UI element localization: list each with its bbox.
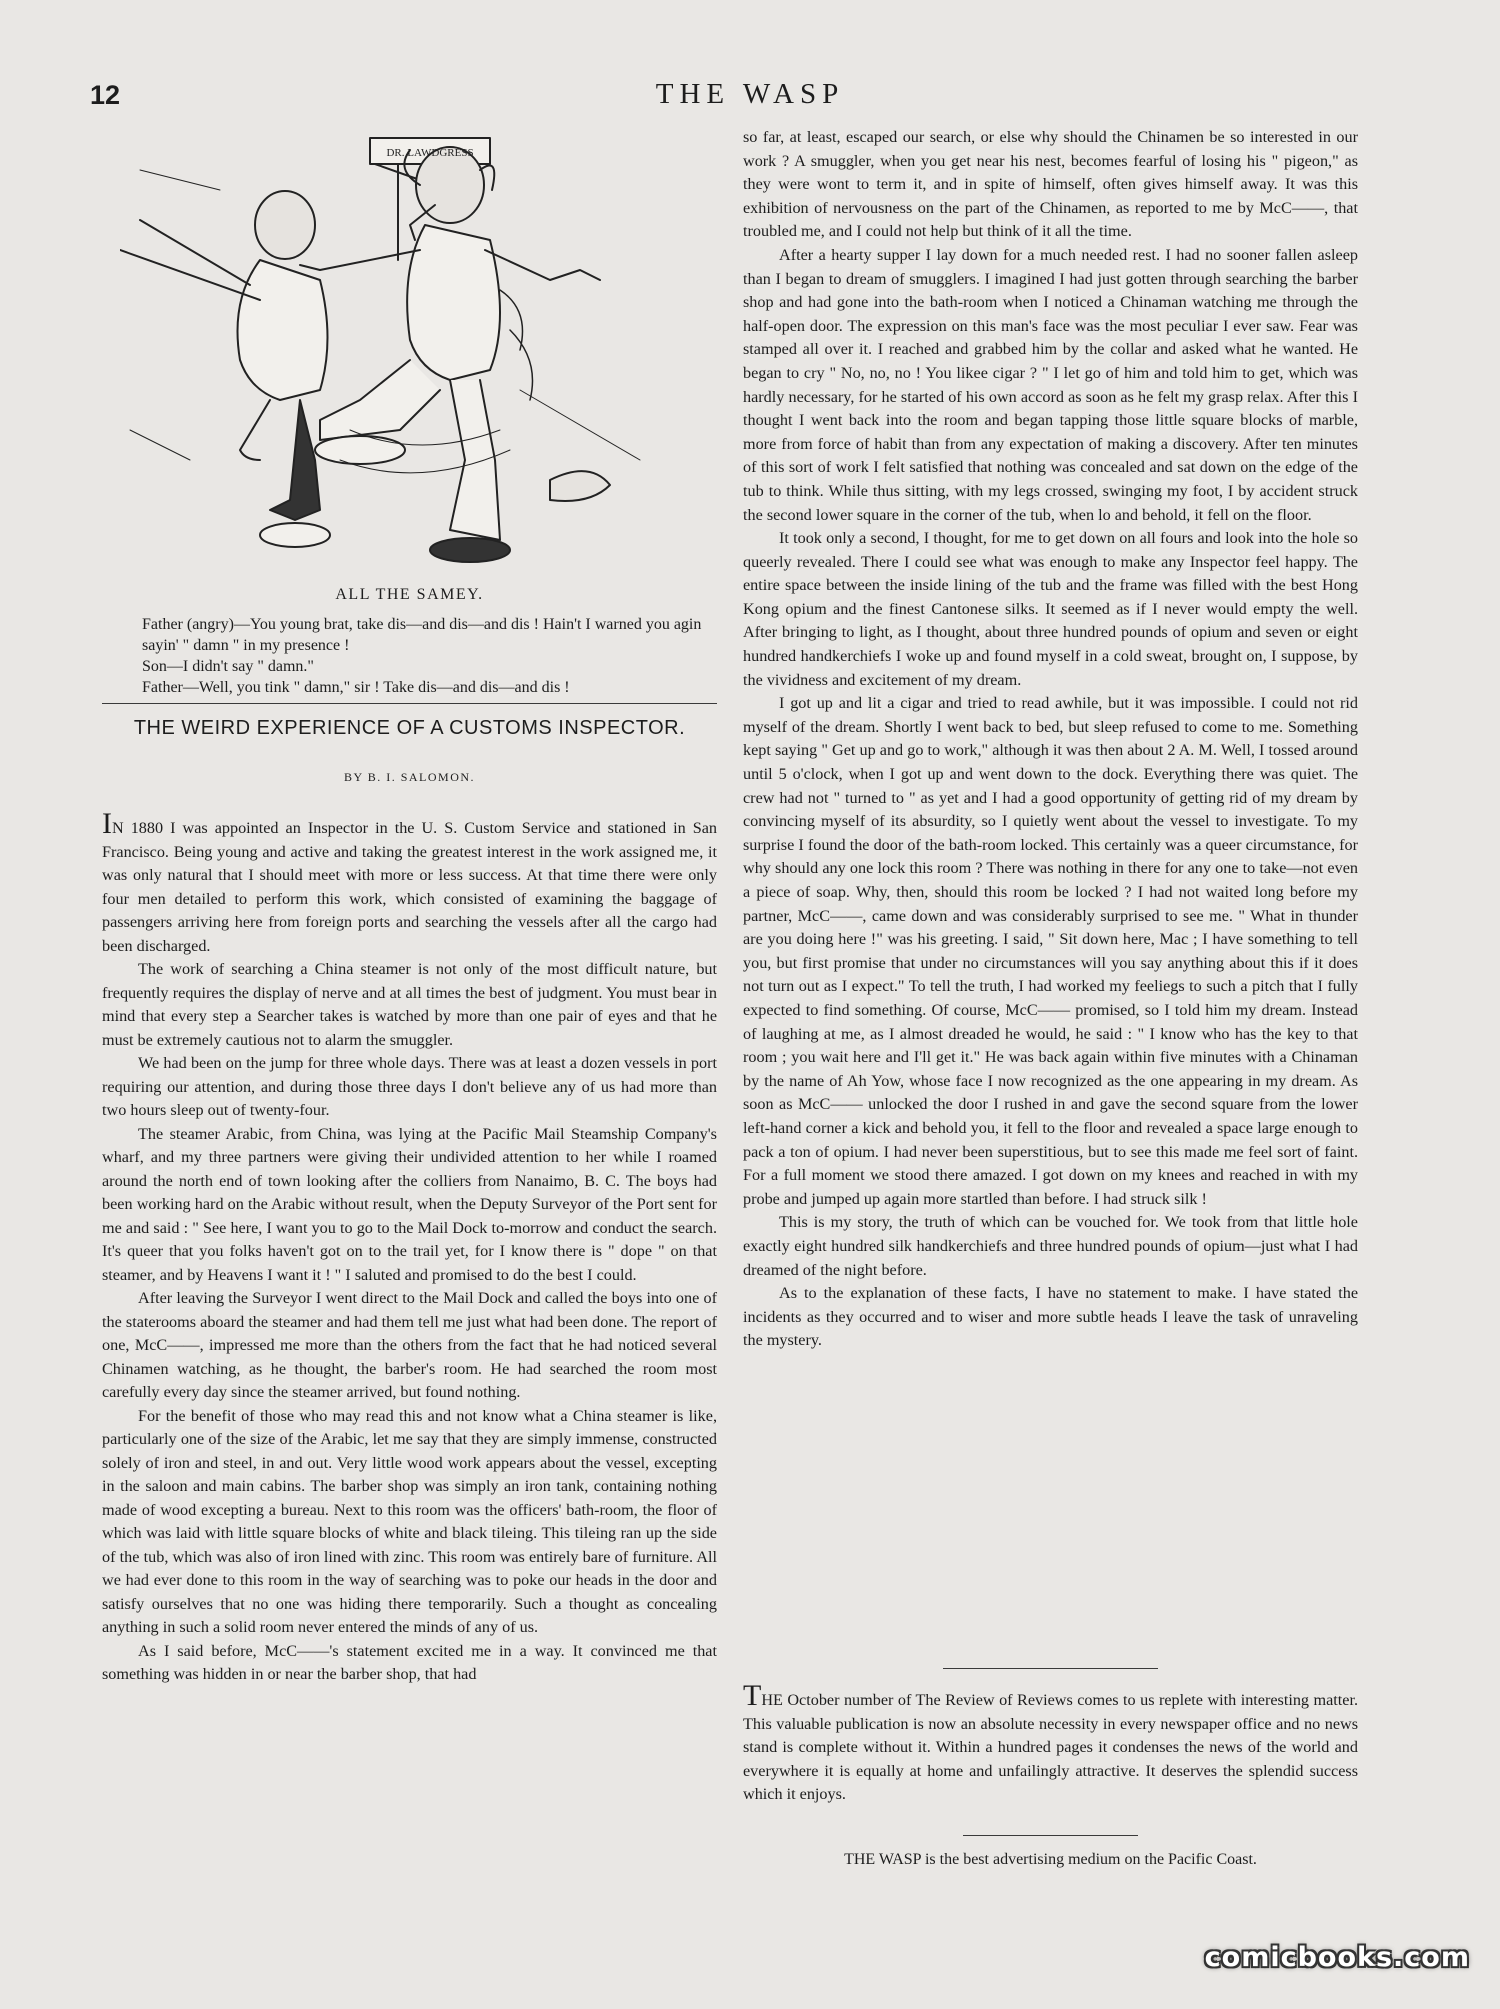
paragraph: After a hearty supper I lay down for a much needed rest. I had no sooner fallen asleep than I began to dream of smugglers. I imagined I had just gotten through searching the barber shop and had gone into the bath-room when I noticed a Chinaman watching me through the half-open door. The expression on this man's face was the most peculiar I ever saw. Fear was stamped all over it. I reached and grabbed him by the collar and asked what he wanted. He began to cry " No, no, no ! You likee cigar ? " I let go of him and told him to get, which was hardly necessary, for he started of his own accord as soon as he felt my grasp relax. After this I thought I went back into the room and began tapping those little square blocks of marble, more from force of habit than from any expectation of making a discovery. After ten minutes of this sort of work I felt satisfied that nothing was concealed and sat down on the edge of the tub to think. While thus sitting, with my legs crossed, swinging my foot, I by accident struck the second lower square in the corner of the tub, when lo and behold, it fell on the floor. bbox=[743, 245, 1358, 524]
cartoon-caption-title: ALL THE SAMEY. bbox=[335, 586, 484, 603]
paragraph: After leaving the Surveyor I went direct to the Mail Dock and called the boys into one of the staterooms aboard the steamer and had them tell me just what had been done. The report of one, McC——, impressed me more than the others from the fact that he had noticed several Chinamen watching, as he thought, the barber's room. He had searched the room most carefully every day since the steamer arrived, but found nothing. bbox=[102, 1289, 717, 1401]
paragraph: This is my story, the truth of which can be vouched for. We took from that little hole exactly eight hundred silk handkerchiefs and three hundred pounds of opium—just what I had dreamed of the night before. bbox=[743, 1213, 1358, 1279]
paragraph: It took only a second, I thought, for me to get down on all fours and look into the hole so queerly revealed. There I could see what was enough to make any Inspector feel happy. The entire space between the inside lining of the tub and the frame was filled with the best Hong Kong opium and the finest Cantonese silks. It seemed as if I never would empty the well. After bringing to light, as I thought, about three hundred pounds of opium and seven or eight hundred handkerchiefs I woke up and found myself in a cold sweat, brought on, I suppose, by the vividness and excitement of my dream. bbox=[743, 529, 1358, 689]
cartoon-caption bbox=[102, 614, 717, 698]
paragraph: The work of searching a China steamer is not only of the most difficult nature, but frequently requires the display of nerve and at all times the best of judgment. You must bear in mind that every step a Searcher takes is watched by more than one pair of eyes and that he must be extremely cautious not to alarm the smuggler. bbox=[102, 960, 717, 1049]
review-note-text: THE October number of The Review of Reviews comes to us replete with interesting matter. This valuable publication is now an absolute necessity in every newspaper office and no news stand is complete without it. Within a hundred pages it condenses the news of the world and everywhere it is equally at home and unfailingly attractive. It deserves the splendid success which it enjoys. bbox=[743, 1679, 1358, 1804]
caption-line-father: Father (angry)—You young brat, take dis—and dis—and dis ! Hain't I warned you agin sayin' " damn " in my presence ! bbox=[142, 616, 702, 654]
watermark-logo: comicbooks.com bbox=[1204, 1942, 1470, 1973]
caption-line-father-reply: Father—Well, you tink " damn," sir ! Take dis—and dis—and dis ! bbox=[142, 679, 570, 696]
review-note bbox=[743, 1679, 1358, 1807]
paragraph: For the benefit of those who may read this and not know what a China steamer is like, particularly one of the size of the Arabic, let me say that they are simply immense, constructed solely of iron and steel, in and out. Very little wood work appears about the vessel, excepting in the saloon and main cabins. The barber shop was simply an iron tank, containing nothing made of wood excepting a bureau. Next to this room was the officers' bath-room, the floor of which was laid with little square blocks of white and black tileing. This tileing ran up the side of the tub, which was also of iron lined with zinc. This room was entirely bare of furniture. All we had ever done to this room in the way of searching was to poke our heads in the door and satisfy ourselves that no one was hiding there temporarily. Such a thought as concealing anything in such a solid room never entered the minds of any of us. bbox=[102, 1406, 717, 1636]
article-title: THE WEIRD EXPERIENCE OF A CUSTOMS INSPECTOR. bbox=[133, 717, 686, 739]
ad-divider bbox=[963, 1835, 1138, 1836]
cartoon-sign-text: DR. LAWDGRESS bbox=[386, 147, 474, 159]
article-right-column bbox=[743, 126, 1358, 1353]
article-left-column bbox=[102, 807, 717, 1687]
paragraph: I got up and lit a cigar and tried to read awhile, but it was impossible. I could not rid myself of the dream. Shortly I went back to bed, but sleep refused to come to me. Something kept saying " Get up and go to work," although it was then about 2 A. M. Well, I tossed around until 5 o'clock, when I got up and went down to the dock. Everything there was quiet. The crew had not " turned to " as yet and I had a good opportunity of getting rid of my dream by convincing myself of its absurdity, so I quietly went about the vessel to investigate. To my surprise I found the door of the bath-room locked. This certainly was a queer circumstance, for why should any one lock this room ? There was nothing in there for any one to take—not even a piece of soap. Why, then, should this room be locked ? I had not waited long before my partner, McC——, came down and was considerably surprised to see me. " What in thunder are you doing here !" was his greeting. I said, " Sit down here, Mac ; I have something to tell you, but first promise that under no circumstances will you say anything about this if it does not turn out as I expect." To tell the truth, I had worked my feeliegs to such a pitch that I fully expected to find something. Of course, McC—— promised, so I told him my dream. Instead of laughing at me, as I almost dreaded he would, he said : " I know who has the key to that room ; you wait here and I'll get it." He was back again within five minutes with a Chinaman by the name of Ah Yow, whose face I now recognized as the one appearing in my dream. As soon as McC—— unlocked the door I rushed in and gave the second square from the lower left-hand corner a kick and behold you, it fell to the floor and revealed a space large enough to pack a ton of opium. I had never been superstitious, but to see this made me feel sort of faint. For a full moment we stood there amazed. I got down on my knees and reached in with my probe and jumped up again more startled than before. I had struck silk ! bbox=[743, 694, 1358, 1208]
article-byline: BY B. I. SALOMON. bbox=[343, 770, 476, 784]
paragraph: As I said before, McC——'s statement excited me in a way. It convinced me that something was hidden in or near the barber shop, that had bbox=[102, 1641, 717, 1683]
section-divider bbox=[943, 1668, 1158, 1669]
page-number: 12 bbox=[90, 80, 121, 110]
paragraph: IN 1880 I was appointed an Inspector in the U. S. Custom Service and stationed in San Francisco. Being young and active and taking the greatest interest in the work assigned me, it was only natural that I should meet with more or less success. At that time there were only four men detailed to perform this work, which consisted of examining the baggage of passengers arriving here from foreign ports and searching the vessels after all the cargo had been discharged. bbox=[102, 807, 717, 955]
paragraph: The steamer Arabic, from China, was lying at the Pacific Mail Steamship Company's wharf, and my three partners were giving their undivided attention to her while I roamed around the north end of town looking after the colliers from Nanaimo, B. C. The boys had been working hard on the Arabic without result, when the Deputy Surveyor of the Port sent for me and said : " See here, I want you to go to the Mail Dock to-morrow and conduct the search. It's queer that you folks haven't got on to the trail yet, for I know there is " dope " on that steamer, and by Heavens I want it ! " I saluted and promised to do the best I could. bbox=[102, 1124, 717, 1284]
caption-line-son: Son—I didn't say " damn." bbox=[142, 658, 314, 675]
paragraph: As to the explanation of these facts, I have no statement to make. I have stated the incidents as they occurred and to wiser and more subtle heads I leave the task of unraveling the mystery. bbox=[743, 1284, 1358, 1350]
running-title: THE WASP bbox=[655, 78, 845, 110]
advertisement-line: THE WASP is the best advertising medium on the Pacific Coast. bbox=[844, 1851, 1257, 1868]
paragraph: We had been on the jump for three whole days. There was at least a dozen vessels in port requiring our attention, and during those three days I don't believe any of us had more than two hours sleep out of twenty-four. bbox=[102, 1054, 717, 1119]
cartoon-illustration bbox=[120, 130, 680, 580]
paragraph: so far, at least, escaped our search, or else why should the Chinamen be so interested in our work ? A smuggler, when you get near his nest, becomes fearful of losing his " pigeon," as they were wont to term it, and in spite of himself, often gives himself away. It was this exhibition of nervousness on the part of the Chinamen, as reported to me by McC——, that troubled me, and I could not help but think of it all the time. bbox=[743, 128, 1358, 241]
caption-divider bbox=[102, 703, 717, 704]
